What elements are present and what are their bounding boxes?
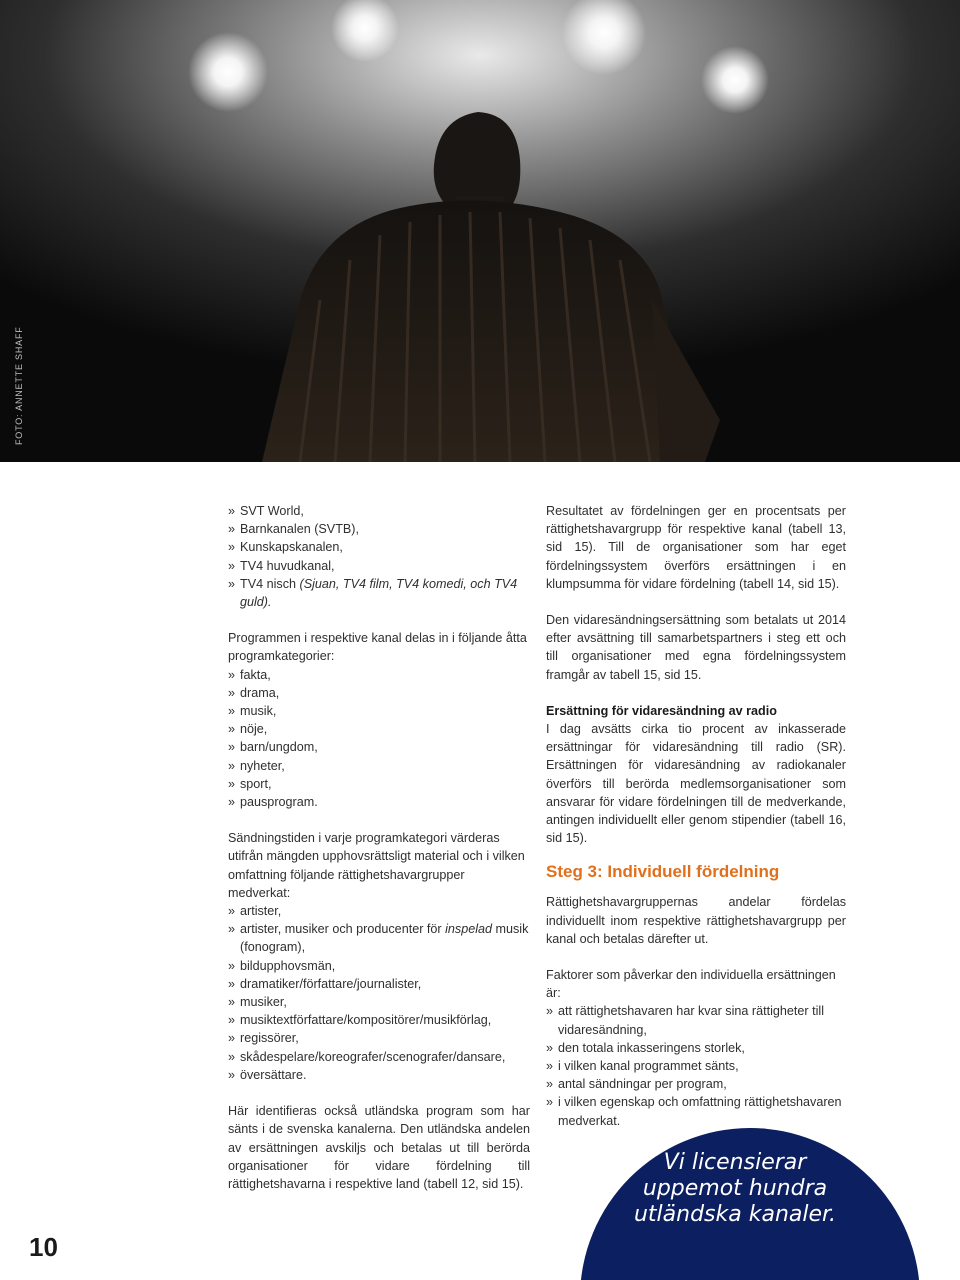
- list-item: » artister,: [228, 902, 530, 920]
- stage-photo: [0, 0, 960, 462]
- list-item: » musik,: [228, 702, 530, 720]
- spotlight: [701, 46, 769, 114]
- step-heading: Steg 3: Individuell fördelning: [546, 862, 780, 882]
- badge-line: uppemot hundra: [642, 1176, 828, 1201]
- channel-list: [228, 502, 530, 611]
- badge-line: utländska kanaler.: [633, 1202, 837, 1227]
- list-item: » skådespelare/koreografer/scenografer/dansare,: [228, 1048, 530, 1066]
- left-column: [228, 502, 530, 1193]
- paragraph: Faktorer som påverkar den individuella ersättningen är:: [546, 968, 836, 1001]
- list-item: » musiktextförfattare/kompositörer/musikförlag,: [228, 1011, 530, 1029]
- list-item: » i vilken egenskap och omfattning rättighetshavaren medverkat.: [546, 1093, 846, 1129]
- list-item: » antal sändningar per program,: [546, 1075, 846, 1093]
- paragraph: Här identifieras också utländska program som har sänts i de svenska kanalerna. Den utländska andelen av ersättningen avskiljs och betalas ut till berörda organisationer för vidare fördelning till rättighetshavarna i respektive land (tabell 12, sid 15).: [228, 1104, 530, 1191]
- list-item: » Barnkanalen (SVTB),: [228, 520, 530, 538]
- paragraph: Programmen i respektive kanal delas in i följande åtta programkategorier:: [228, 631, 527, 664]
- paragraph: Rättighetshavargruppernas andelar fördelas individuellt inom respektive rättighetshavargrupp per kanal och betalas därefter ut.: [546, 895, 846, 946]
- category-list: [228, 666, 530, 812]
- list-item: » nyheter,: [228, 757, 530, 775]
- list-item: » musiker,: [228, 993, 530, 1011]
- paragraph: Resultatet av fördelningen ger en procentsats per rättighetshavargrupp för respektive kanal (tabell 13, sid 15). Till de organisationer som har eget fördelningssystem överförs ersättningen i en klumpsumma för vidare fördelning (tabell 14, sid 15).: [546, 504, 846, 591]
- list-item: » regissörer,: [228, 1029, 530, 1047]
- list-item: » Kunskapskanalen,: [228, 538, 530, 556]
- factor-list: [546, 1002, 846, 1129]
- stage-photo-illustration: [0, 0, 960, 462]
- list-item: » barn/ungdom,: [228, 738, 530, 756]
- quote-badge: [580, 1128, 920, 1280]
- right-column: [546, 502, 846, 1130]
- spotlight: [188, 32, 268, 112]
- list-item: » den totala inkasseringens storlek,: [546, 1039, 846, 1057]
- list-item: » att rättighetshavaren har kvar sina rättigheter till vidaresändning,: [546, 1002, 846, 1038]
- badge-quote: [580, 1150, 890, 1228]
- subheading: Ersättning för vidaresändning av radio: [546, 703, 777, 718]
- list-item: » SVT World,: [228, 502, 530, 520]
- photo-credit: FOTO: ANNETTE SHAFF: [14, 326, 24, 445]
- list-item: » nöje,: [228, 720, 530, 738]
- badge-line: Vi licensierar: [663, 1150, 807, 1175]
- page-number: 10: [29, 1232, 58, 1262]
- paragraph: Sändningstiden i varje programkategori värderas utifrån mängden upphovsrättsligt material och i vilken omfattning följande rättighetshavargrupper medverkat:: [228, 831, 525, 900]
- paragraph: Den vidaresändningsersättning som betalats ut 2014 efter avsättning till samarbetspartners i steg ett och till organisationer med egna fördelningssystem framgår av tabell 15, sid 15.: [546, 613, 846, 682]
- list-item: » pausprogram.: [228, 793, 530, 811]
- paragraph: I dag avsätts cirka tio procent av inkasserade ersättningar för vidaresändning till radio (SR). Ersättningen för vidaresändning av radiokanaler överförs till berörda medlemsorganisationer som ansvarar för vidare fördelningen till de medverkande, antingen individuellt eller genom stipendier (tabell 16, sid 15).: [546, 722, 846, 846]
- list-item: » TV4 nisch (Sjuan, TV4 film, TV4 komedi, och TV4 guld).: [228, 575, 530, 611]
- rights-holder-list: [228, 902, 530, 1084]
- list-item: » dramatiker/författare/journalister,: [228, 975, 530, 993]
- list-item: » bildupphovsmän,: [228, 957, 530, 975]
- list-item: » sport,: [228, 775, 530, 793]
- list-item: » TV4 huvudkanal,: [228, 557, 530, 575]
- list-item: » artister, musiker och producenter för inspelad musik (fonogram),: [228, 920, 530, 956]
- list-item: » i vilken kanal programmet sänts,: [546, 1057, 846, 1075]
- list-item: » översättare.: [228, 1066, 530, 1084]
- list-item: » drama,: [228, 684, 530, 702]
- list-item: » fakta,: [228, 666, 530, 684]
